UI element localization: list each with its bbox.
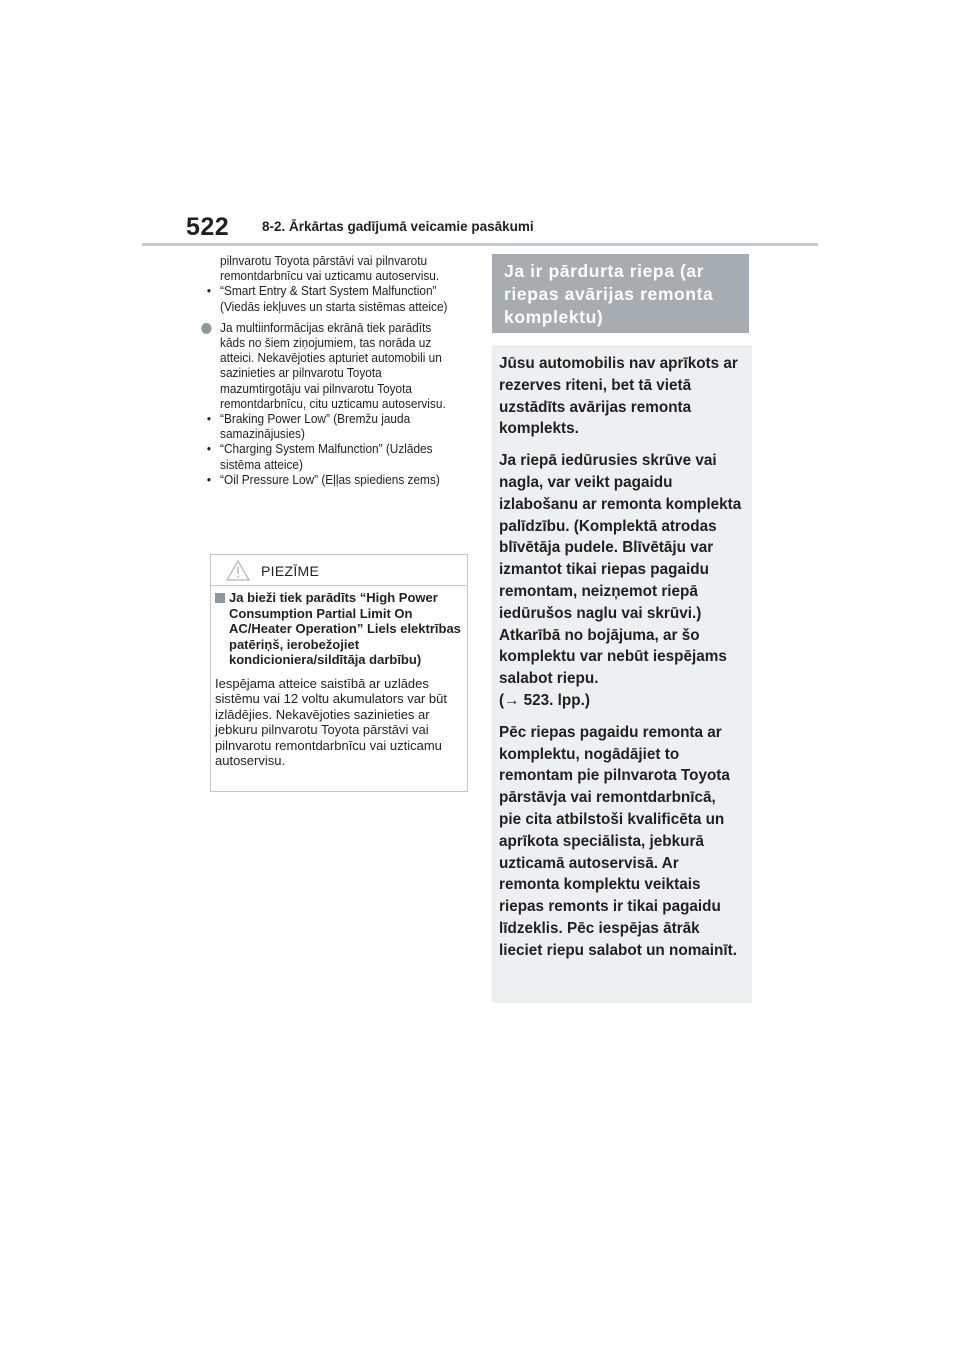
bullet-item bbox=[205, 412, 457, 442]
note-title: PIEZĪME bbox=[261, 563, 320, 579]
bullet-dot: • bbox=[206, 472, 212, 487]
bullet-item bbox=[205, 473, 457, 488]
circle-paragraph bbox=[205, 321, 457, 412]
side-paragraph bbox=[499, 450, 742, 712]
side-paragraph-text: Ja riepā iedūrusies skrūve vai nagla, var veikt pagaidu izlabošanu ar remonta komplekta palīdzību. (Komplektā atrodas blīvētāja pudele. Blīvētāju var izmantot tikai riepas pagaidu remontam, neizņemot riepā iedūrušos naglu vai skrūvi.) Atkarībā no bojājuma, ar šo komplektu var nebūt iespējams salabot riepu. bbox=[499, 452, 742, 688]
bullet-text: “Braking Power Low” (Bremžu jauda samazinājusies) bbox=[220, 412, 411, 442]
side-section-header: Ja ir pārdurta riepa (ar riepas avārijas remonta komplektu) bbox=[492, 254, 749, 333]
section-title: 8-2. Ārkārtas gadījumā veicamie pasākumi bbox=[262, 219, 534, 234]
intro-text: pilnvarotu Toyota pārstāvi vai pilnvarotu remontdarbnīcu vai uzticamu autoservisu. bbox=[220, 254, 440, 284]
bullet-dot: • bbox=[206, 412, 212, 427]
left-column bbox=[205, 254, 457, 488]
warning-triangle-icon bbox=[226, 560, 250, 586]
bullet-dot: • bbox=[206, 442, 212, 457]
page-number: 522 bbox=[186, 213, 230, 241]
square-bullet-icon bbox=[215, 593, 225, 603]
note-heading-text: Ja bieži tiek parādīts “High Power Consumption Partial Limit On AC/Heater Operation” Liels elektrības patēriņš, ierobežojiet kondicioniera/sildītāja darbību) bbox=[229, 590, 461, 667]
bullet-dot: • bbox=[206, 284, 212, 299]
bullet-smart-entry-text: “Smart Entry & Start System Malfunction” (Viedās iekļuves un starta sistēmas atteice) bbox=[220, 284, 448, 314]
note-header bbox=[211, 555, 467, 586]
note-body bbox=[211, 586, 467, 769]
side-paragraph: Jūsu automobilis nav aprīkots ar rezerves riteni, bet tā vietā uzstādīts avārijas remonta komplekts. bbox=[499, 355, 738, 438]
side-paragraph: Pēc riepas pagaidu remonta ar komplektu, nogādājiet to remontam pie pilnvarota Toyota pārstāvja vai remontdarbnīcā, pie cita atbilstoši kvalificēta un aprīkota speciālista, jebkurā uzticamā autoservisā. Ar remonta komplektu veiktais riepas remonts ir tikai pagaidu līdzeklis. Pēc iespējas ātrāk lieciet riepu salabot un nomainīt. bbox=[499, 723, 737, 959]
header-divider bbox=[142, 243, 818, 246]
bullet-smart-entry bbox=[205, 284, 457, 314]
circle-bullet-icon bbox=[201, 323, 211, 334]
bullet-text: “Charging System Malfunction” (Uzlādes sistēma atteice) bbox=[220, 442, 433, 472]
note-box bbox=[210, 554, 468, 792]
bullet-text: “Oil Pressure Low” (Eļļas spiediens zems) bbox=[220, 472, 440, 487]
note-heading bbox=[215, 590, 461, 668]
page-reference-link[interactable]: (→ 523. lpp.) bbox=[499, 691, 590, 709]
side-panel bbox=[492, 345, 752, 1003]
note-text: Iespējama atteice saistībā ar uzlādes sistēmu vai 12 voltu akumulators var būt izlādējies. Nekavējoties sazinieties ar jebkuru pilnvarotu Toyota pārstāvi vai pilnvarotu remontdarbnīcu vai uzticamu autoservisu. bbox=[215, 675, 447, 768]
circle-paragraph-text: Ja multiinformācijas ekrānā tiek parādīts kāds no šiem ziņojumiem, tas norāda uz atteici. Nekavējoties apturiet automobili un sazinieties ar pilnvarotu Toyota mazumtirgotāju vai pilnvarotu Toyota remontdarbnīcu, citu uzticamu autoservisu. bbox=[220, 320, 446, 411]
bullet-item bbox=[205, 442, 457, 472]
